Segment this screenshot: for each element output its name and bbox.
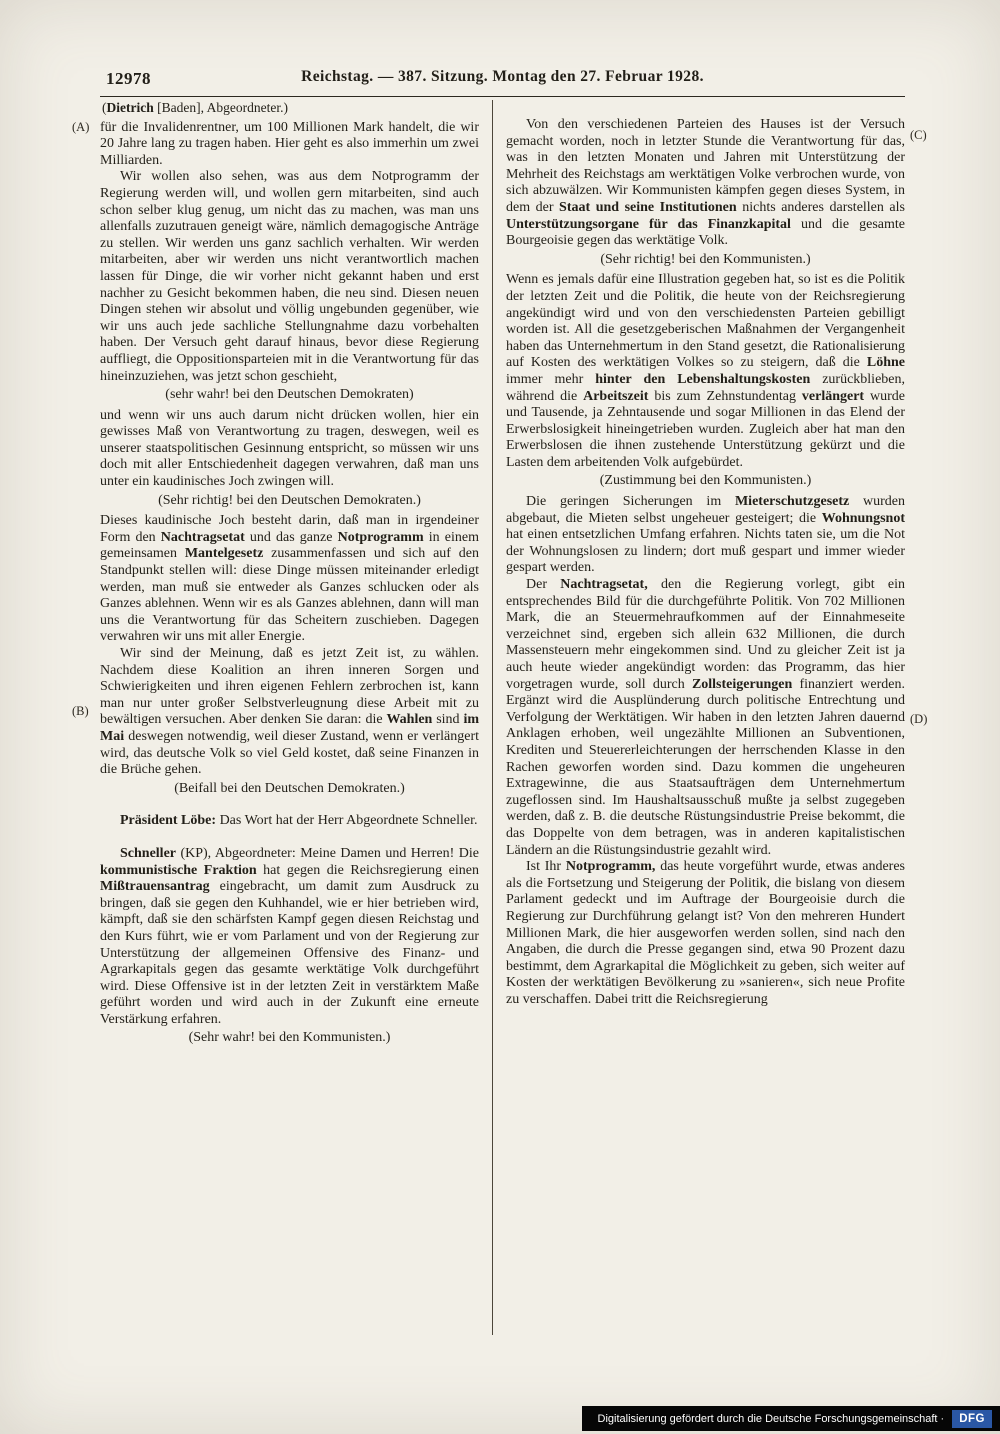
interjection: (Sehr richtig! bei den Kommunisten.): [600, 251, 811, 267]
margin-marker-a: (A): [72, 120, 90, 134]
paragraph: Von den verschiedenen Parteien des Hauses ist der Versuch gemacht worden, noch in letzter Stunde die Verantwortung für das, was in den letzten Monaten und Jahren mit Unterstützung der Mehrheit des Reichstags am werktätigen Volke verbrochen wurde, von sich abzuwälzen. Wir Kommunisten kämpfen gegen dieses System, in dem der Staat und seine Institutionen nichts anderes darstellen als Unterstützungsorgane für das Finanzkapital und die gesamte Bourgeoisie gegen das werktätige Volk.: [506, 117, 905, 249]
paragraph: Wenn es jemals dafür eine Illustration gegeben hat, so ist es die Politik der letzten Zeit und die Politik, die heute von der Reichsregierung angekündigt wird und von den verschiedensten Parteien gebilligt worden ist. All die gesetzgeberischen Maßnahmen der Vergangenheit haben das Unternehmertum in den Stand gesetzt, die Rationalisierung auf Kosten des werktätigen Volkes so zu steigern, daß die Löhne immer mehr hinter den Lebenshaltungskosten zurückblieben, während die Arbeitszeit bis zum Zehnstundentag verlängert wurde und Tausende, ja Zehntausende und sogar Millionen in das Elend der Erwerbslosigkeit hineingetrieben wurden. Zugleich aber hat man den Erwerbslosen die ihnen zustehende Unterstützung gekürzt und die Lasten dem arbeitenden Volk aufgebürdet.: [506, 272, 905, 470]
paragraph: Der Nachtragsetat, den die Regierung vorlegt, gibt ein entsprechendes Bild für die durchgeführte Politik. Von 702 Millionen Mark, die an Steuermehraufkommen auf der Einnahmeseite verzeichnet sind, ergeben sich allein 632 Millionen, die durch Massensteuern mehr eingekommen sind. Und zu gleicher Zeit ist ja auch heute wieder angekündigt worden: das Programm, das hier vorgetragen wurde, soll durch Zollsteigerungen finanziert werden. Ergänzt wird die Ausplünderung durch politische Entrechtung und Verfolgung der Werktätigen. Wir haben in den letzten Jahren dauernd Anklagen erhoben, weil ungezählte Millionen an Subventionen, Krediten und Steuererleichterungen der herrschenden Klasse in den Rachen geworfen worden sind. Dazu kommen die ungeheuren Extragewinne, die aus Staatsaufträgen dem Unternehmertum zugeflossen sind. Im Haushaltsausschuß mußte ja selbst zugegeben werden, daß z. B. die deutsche Rüstungsindustrie Preise bekommt, die das Doppelte von dem betragen, was in anderen kapitalistischen Ländern an die Rüstungsindustrie gezahlt wird.: [506, 577, 905, 858]
paragraph: Ist Ihr Notprogramm, das heute vorgeführt wurde, etwas anderes als die Fortsetzung und Steigerung der Politik, die bislang von diesem Parlament gedeckt und im Auftrage der Bourgeoisie durch die Regierung zur Durchführung gelangt ist? Von den mehreren Hundert Millionen Mark, die hier ausgeworfen werden sollen, sind nach den Angaben, die durch die Presse gegangen sind, etwa 90 Prozent dazu bestimmt, dem Agrarkapital die Möglichkeit zu geben, sich weiter auf Kosten der werktätigen Bevölkerung zu »sanieren«, sich neue Profite zu verschaffen. Dabei tritt die Reichsregierung: [506, 859, 905, 1007]
interjection: (sehr wahr! bei den Deutschen Demokraten): [165, 387, 414, 403]
right-column-body: [506, 117, 905, 1008]
paragraph: und wenn wir uns auch darum nicht drücken wollen, hier ein gewisses Maß von Verantwortung zu tragen, deswegen, weil es unserer staatspolitischen Gesinnung entspricht, so müssen wir uns doch mit aller Entschiedenheit dagegen verwahren, daß man uns unter ein kaudinisches Joch zwingen will.: [100, 407, 479, 490]
interjection: (Sehr richtig! bei den Deutschen Demokraten.): [158, 492, 421, 508]
paragraph: für die Invalidenrentner, um 100 Millionen Mark handelt, die wir 20 Jahre lang zu tragen haben. Hier geht es also immerhin um zwei Milliarden.: [100, 119, 479, 168]
margin-marker-c: (C): [910, 128, 927, 142]
page-number: 12978: [106, 69, 151, 88]
paragraph: Die geringen Sicherungen im Mieterschutzgesetz wurden abgebaut, die Mieten selbst ungeheuer gesteigert; die Wohnungsnot hat einen entsetzlichen Umfang erfahren. Nichts taten sie, um die Not der Wohnungslosen zu lindern; dort muß gespart und immer wieder gespart werden.: [506, 494, 905, 576]
interjection: (Zustimmung bei den Kommunisten.): [599, 473, 812, 489]
running-head: (Dietrich [Baden], Abgeordneter.): [102, 100, 288, 115]
left-column-body: [100, 120, 479, 1047]
page-header: [100, 68, 905, 92]
interjection: (Sehr wahr! bei den Kommunisten.): [188, 1030, 391, 1046]
digitization-footer: [582, 1406, 1000, 1431]
paragraph: Wir wollen also sehen, was aus dem Notprogramm der Regierung werden will, und wollen gern mitarbeiten, sind auch schon selber klug genug, um nicht das zu machen, was man uns allenfalls zuzutrauen geneigt wäre, nämlich demagogische Anträge zu stellen. Wir werden uns ganz sachlich verhalten. Wir werden mitarbeiten, aber wir werden uns nicht verantwortlich machen lassen für Dinge, die wir vorher nicht gekannt haben und erst nachher zu Gesicht bekommen haben, die neu sind. Diesen neuen Dingen stehen wir absolut und völlig ungebunden gegenüber, wie wir uns auch jede sachliche Stellungnahme dazu vorbehalten haben. Der Versuch geht darauf hinaus, bevor diese Regierung auffliegt, die Oppositionsparteien mit in die Verantwortung für das hineinzuziehen, was jetzt schon geschieht,: [100, 169, 479, 384]
paragraph: Präsident Löbe: Das Wort hat der Herr Abgeordnete Schneller.: [120, 813, 478, 829]
left-column: [100, 100, 492, 1335]
dfg-logo: DFG: [952, 1410, 992, 1428]
right-column: [492, 100, 905, 1335]
paragraph: Dieses kaudinische Joch besteht darin, daß man in irgendeiner Form den Nachtragsetat und das ganze Notprogramm in einem gemeinsamen Mantelgesetz zusammenfassen und sich auf den Standpunkt stellen will: diese Dinge müssen miteinander erledigt werden, man muß sie entweder als Ganzes schlucken oder als Ganzes ablehnen. Wenn wir es als Ganzes ablehnen, dann will man uns die Verantwortung für das Scheitern zuschieben. Dagegen verwahren wir uns mit aller Energie.: [100, 513, 479, 645]
header-rule: [100, 96, 905, 97]
digitization-credit-text: Digitalisierung gefördert durch die Deutsche Forschungsgemeinschaft ·: [597, 1412, 945, 1425]
text-columns: [100, 100, 905, 1335]
interjection: (Beifall bei den Deutschen Demokraten.): [174, 780, 405, 796]
paragraph: Schneller (KP), Abgeordneter: Meine Damen und Herren! Die kommunistische Fraktion hat gegen die Reichsregierung einen Mißtrauensantrag eingebracht, um damit zum Ausdruck zu bringen, daß sie gegen den Kuhhandel, wie er hier betrieben wird, kämpft, daß sie den schärfsten Kampf gegen diesen Reichstag und den Kurs führt, wie er vom Parlament und von der Regierung zur Unterstützung der allgemeinen Offensive des Finanz- und Agrarkapitals gegen das gesamte werktätige Volk durchgeführt wird. Diese Offensive ist in der letzten Zeit in verstärktem Maße geführt worden und wird auch in der Zukunft eine erneute Verstärkung erfahren.: [100, 845, 479, 1027]
margin-marker-d: (D): [910, 712, 928, 726]
paragraph: Wir sind der Meinung, daß es jetzt Zeit ist, zu wählen. Nachdem diese Koalition an ihren inneren Sorgen und Schwierigkeiten und ihren eigenen Fehlern zerbrochen ist, kann man nur unter großer Selbstverleugnung diese Arbeit mit zu bewältigen versuchen. Aber denken Sie daran: die Wahlen sind im Mai deswegen notwendig, weil dieser Zustand, wenn er verlängert wird, das deutsche Volk so viel Geld kostet, daß seine Finanzen in die Brüche gehen.: [100, 646, 479, 778]
margin-marker-b: (B): [72, 704, 89, 718]
header-title: Reichstag. — 387. Sitzung. Montag den 27. Februar 1928.: [301, 68, 704, 85]
